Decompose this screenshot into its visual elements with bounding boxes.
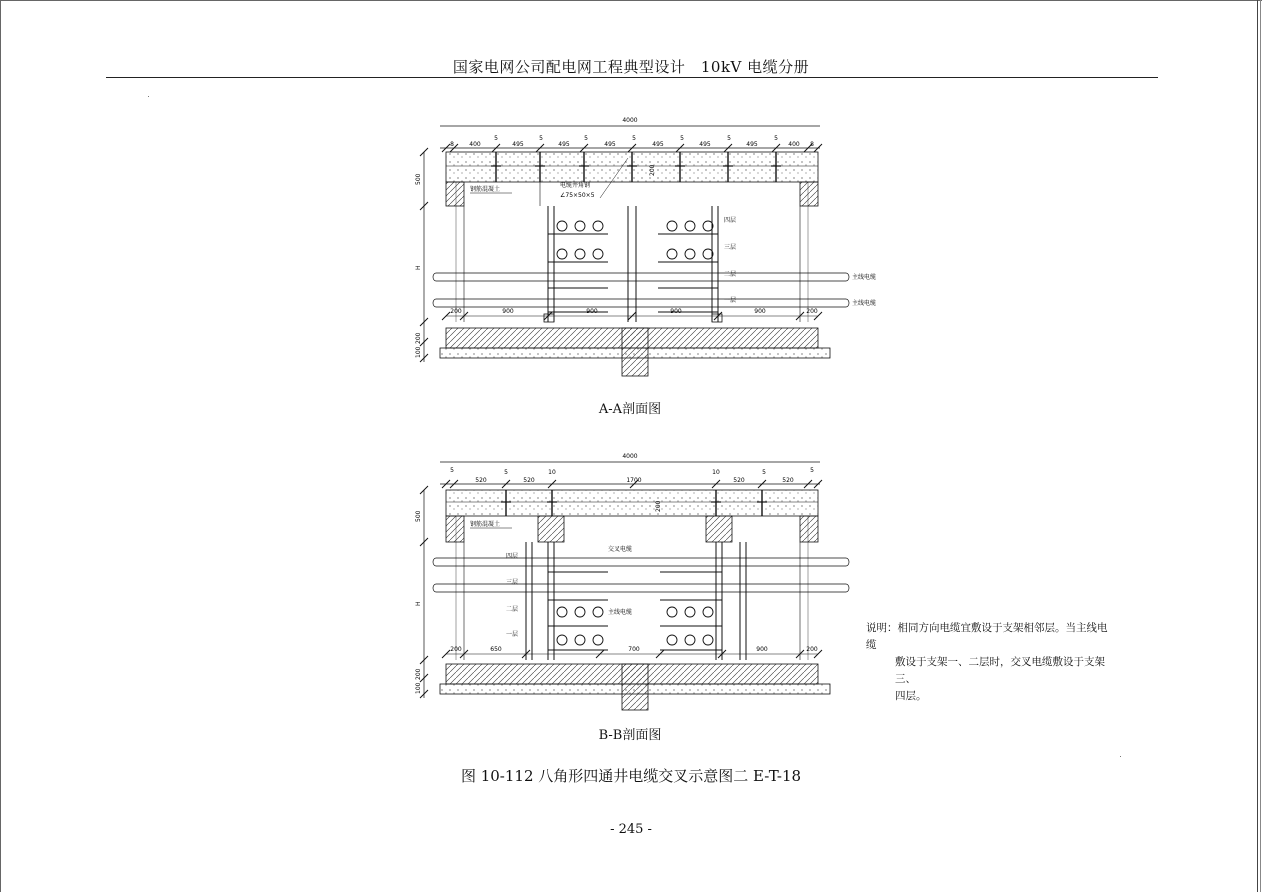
label-concrete: 钢筋混凝土 xyxy=(470,521,501,528)
dim-segment: 520 xyxy=(733,477,745,484)
dim-segment: 495 xyxy=(699,141,711,148)
label-200: 200 xyxy=(655,500,662,512)
dim-segment: 495 xyxy=(558,141,570,148)
dim-segment: 5 xyxy=(539,135,543,142)
cable-section xyxy=(593,221,603,231)
label-cross-cable: 交叉电缆 xyxy=(608,546,633,553)
dim-segment: 10 xyxy=(548,469,556,476)
dim-segment: 8 xyxy=(810,141,814,148)
page-border-left xyxy=(0,0,1,892)
dim-segment: 520 xyxy=(475,477,487,484)
layer-label: 一层 xyxy=(506,631,519,638)
section-b-caption: B-B剖面图 xyxy=(598,728,662,743)
main-cable-upper xyxy=(436,273,846,281)
right-wall-haunch xyxy=(800,182,818,206)
inner-haunch-left xyxy=(538,516,564,542)
page-border-top xyxy=(0,0,1262,1)
dim-left-500: 500 xyxy=(415,510,422,522)
dim-segment: 400 xyxy=(788,141,800,148)
dim-total: 4000 xyxy=(622,453,638,460)
cable-section xyxy=(557,221,567,231)
dim-left-500: 500 xyxy=(415,173,422,185)
dim-left-100: 100 xyxy=(415,682,422,694)
dim-segment: 495 xyxy=(652,141,664,148)
dim-left-200: 200 xyxy=(415,332,422,344)
dim-segment: 495 xyxy=(746,141,758,148)
section-a-drawing xyxy=(410,110,890,382)
dim-segment: 495 xyxy=(604,141,616,148)
layer-label: 二层 xyxy=(724,271,737,278)
right-wall-haunch xyxy=(800,516,818,542)
cable-section xyxy=(685,221,695,231)
cable-section xyxy=(667,221,677,231)
label-concrete: 钢筋混凝土 xyxy=(470,186,501,193)
cable-section xyxy=(593,607,603,617)
dim-bottom: 900 xyxy=(754,308,766,315)
layer-label: 二层 xyxy=(506,606,519,613)
cable-section xyxy=(703,635,713,645)
cross-cable-lower xyxy=(436,584,846,592)
dim-segment: 520 xyxy=(523,477,535,484)
label-main-cable: 主线电缆 xyxy=(608,609,633,616)
cable-section xyxy=(557,607,567,617)
dim-left-100: 100 xyxy=(415,346,422,358)
dim-segment: 8 xyxy=(450,141,454,148)
dim-bottom: 700 xyxy=(628,646,640,653)
label-main-cable-1: 主线电缆 xyxy=(852,274,877,281)
cable-section xyxy=(685,249,695,259)
cable-section xyxy=(575,221,585,231)
design-note xyxy=(866,620,1116,705)
cable-section xyxy=(575,607,585,617)
dim-segment: 5 xyxy=(584,135,588,142)
section-b-drawing xyxy=(410,450,890,712)
dim-bottom: 900 xyxy=(502,308,514,315)
cable-section xyxy=(685,635,695,645)
cable-section xyxy=(575,635,585,645)
cable-section xyxy=(703,607,713,617)
left-wall-haunch xyxy=(446,182,464,206)
dim-segment: 5 xyxy=(632,135,636,142)
section-a-caption: A-A剖面图 xyxy=(598,402,662,417)
label-angle-size: ∠75×50×5 xyxy=(560,192,595,199)
label-angle-iron: 电缆井角钢 xyxy=(560,182,591,189)
dim-segment: 1700 xyxy=(626,477,642,484)
cable-section xyxy=(667,249,677,259)
cable-section xyxy=(667,635,677,645)
layer-label: 四层 xyxy=(506,553,519,560)
note-line-3: 四层。 xyxy=(895,690,927,702)
dim-bottom: 900 xyxy=(586,308,598,315)
note-line-2: 敷设于支架一、二层时，交叉电缆敷设于支架三、 xyxy=(895,656,1105,685)
inner-haunch-right xyxy=(706,516,732,542)
layer-label: 三层 xyxy=(724,244,737,251)
main-cable-lower xyxy=(436,299,846,307)
layer-label: 一层 xyxy=(724,297,737,304)
page-border-right xyxy=(1257,0,1258,892)
dim-bottom: 200 xyxy=(450,646,462,653)
dim-segment: 400 xyxy=(469,141,481,148)
dim-segment: 5 xyxy=(727,135,731,142)
dim-segment: 5 xyxy=(810,467,814,474)
page-border-right-outer xyxy=(1260,0,1261,892)
dim-bottom: 900 xyxy=(756,646,768,653)
sump-pit xyxy=(622,328,648,376)
cable-section xyxy=(557,249,567,259)
dim-segment: 5 xyxy=(450,467,454,474)
label-200: 200 xyxy=(649,164,656,176)
dim-bottom: 200 xyxy=(806,308,818,315)
cross-cable-upper xyxy=(436,558,846,566)
cable-section xyxy=(593,635,603,645)
cable-section xyxy=(685,607,695,617)
dim-bottom: 650 xyxy=(490,646,502,653)
cable-section xyxy=(667,607,677,617)
dim-bottom: 200 xyxy=(806,646,818,653)
dim-segment: 5 xyxy=(680,135,684,142)
dim-segment: 10 xyxy=(712,469,720,476)
dim-segment: 5 xyxy=(494,135,498,142)
cable-section xyxy=(557,635,567,645)
dim-segment: 5 xyxy=(774,135,778,142)
dim-segment: 520 xyxy=(782,477,794,484)
rack-foot xyxy=(712,314,722,322)
dim-bottom: 900 xyxy=(670,308,682,315)
dim-segment: 5 xyxy=(504,469,508,476)
label-main-cable-2: 主线电缆 xyxy=(852,300,877,307)
page-number: - 245 - xyxy=(610,822,652,837)
page-header: 国家电网公司配电网工程典型设计 10kV 电缆分册 xyxy=(452,58,810,76)
dim-left-200: 200 xyxy=(415,668,422,680)
dim-left-h: H xyxy=(415,265,422,270)
dim-segment: 5 xyxy=(762,469,766,476)
layer-label: 三层 xyxy=(506,579,519,586)
speck xyxy=(1120,756,1121,757)
dim-segment: 495 xyxy=(512,141,524,148)
dim-bottom: 200 xyxy=(450,308,462,315)
left-wall-haunch xyxy=(446,516,464,542)
header-rule xyxy=(106,77,1158,78)
note-line-1: 说明：相同方向电缆宜敷设于支架相邻层。当主线电缆 xyxy=(866,622,1108,651)
figure-title: 图 10-112 八角形四通井电缆交叉示意图二 E-T-18 xyxy=(460,767,802,785)
layer-label: 四层 xyxy=(724,217,737,224)
dim-total: 4000 xyxy=(622,117,638,124)
cable-section xyxy=(593,249,603,259)
cable-section xyxy=(575,249,585,259)
speck xyxy=(148,96,149,97)
dim-left-h: H xyxy=(415,601,422,606)
sump-pit xyxy=(622,664,648,710)
